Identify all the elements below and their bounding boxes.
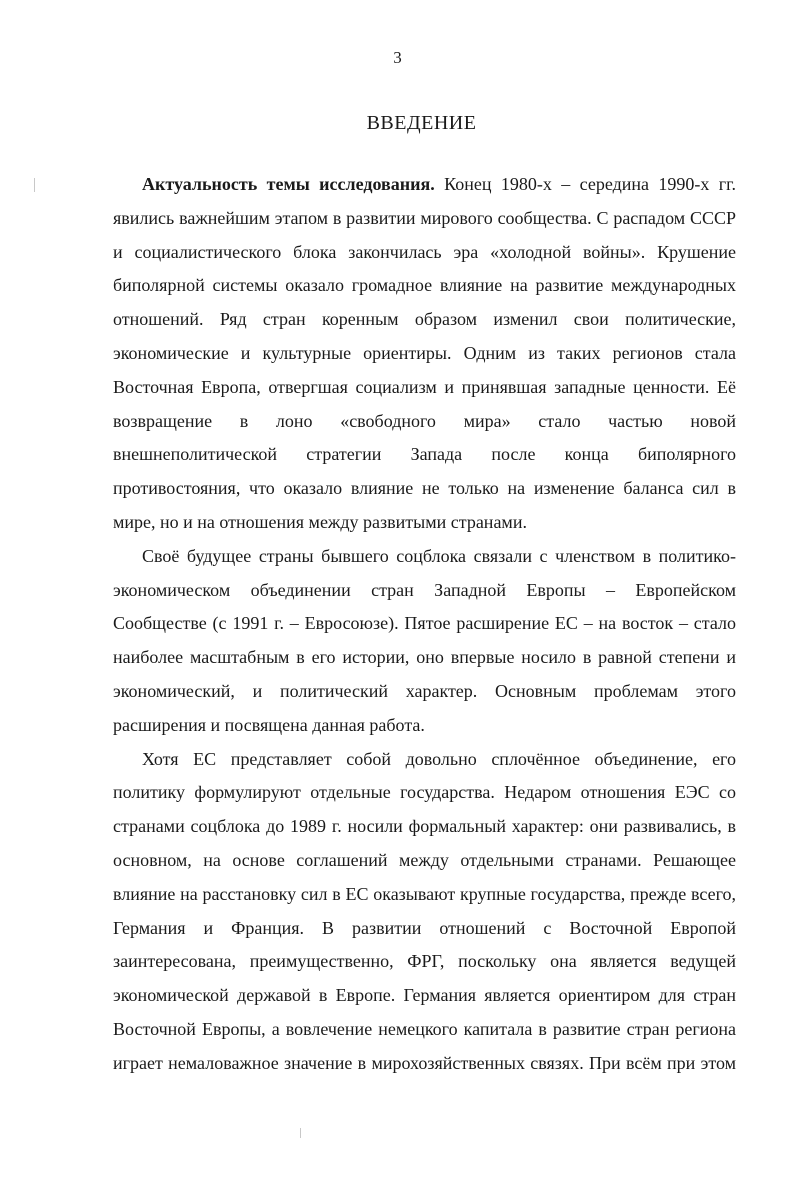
section-heading: ВВЕДЕНИЕ	[366, 112, 477, 134]
body-text	[113, 168, 736, 1081]
paragraph-text: Своё будущее страны бывшего соцблока связали с членством в политико-экономическом объединении стран Западной Европы – Европейском Сообществе (с 1991 г. – Евросоюзе). Пятое расширение ЕС – на восток – стало наиболее масштабным в его истории, оно впервые носило в равной степени и экономический, и политический характер. Основным проблемам этого расширения и посвящена данная работа.	[113, 545, 736, 735]
paragraph-lead: Актуальность темы исследования.	[142, 174, 435, 194]
paragraph-text: Хотя ЕС представляет собой довольно сплочённое объединение, его политику формулируют отдельные государства. Недаром отношения ЕЭС со странами соцблока до 1989 г. носили формальный характер: они развивались, в основном, на основе соглашений между отдельными странами. Решающее влияние на расстановку сил в ЕС оказывают крупные государства, прежде всего, Германия и Франция. В развитии отношений с Восточной Европой заинтересована, преимущественно, ФРГ, поскольку она является ведущей экономической державой в Европе. Германия является ориентиром для стран Восточной Европы, а вовлечение немецкого капитала в развитие стран региона играет немаловажное значение в мирохозяйственных связях. При всём при этом	[113, 748, 736, 1073]
scan-mark	[300, 1128, 301, 1138]
paragraph-1	[113, 168, 736, 540]
paragraph-2	[113, 540, 736, 743]
page-number: 3	[393, 48, 402, 67]
scan-mark	[34, 178, 35, 192]
paragraph-3	[113, 743, 736, 1081]
paragraph-text: Конец 1980-х – середина 1990-х гг. явились важнейшим этапом в развитии мирового сообщества. С распадом СССР и социалистического блока закончилась эра «холодной войны». Крушение биполярной системы оказало громадное влияние на развитие международных отношений. Ряд стран коренным образом изменил свои политические, экономические и культурные ориентиры. Одним из таких регионов стала Восточная Европа, отвергшая социализм и принявшая западные ценности. Её возвращение в лоно «свободного мира» стало частью новой внешнеполитической стратегии Запада после конца биполярного противостояния, что оказало влияние не только на изменение баланса сил в мире, но и на отношения между развитыми странами.	[113, 174, 737, 532]
